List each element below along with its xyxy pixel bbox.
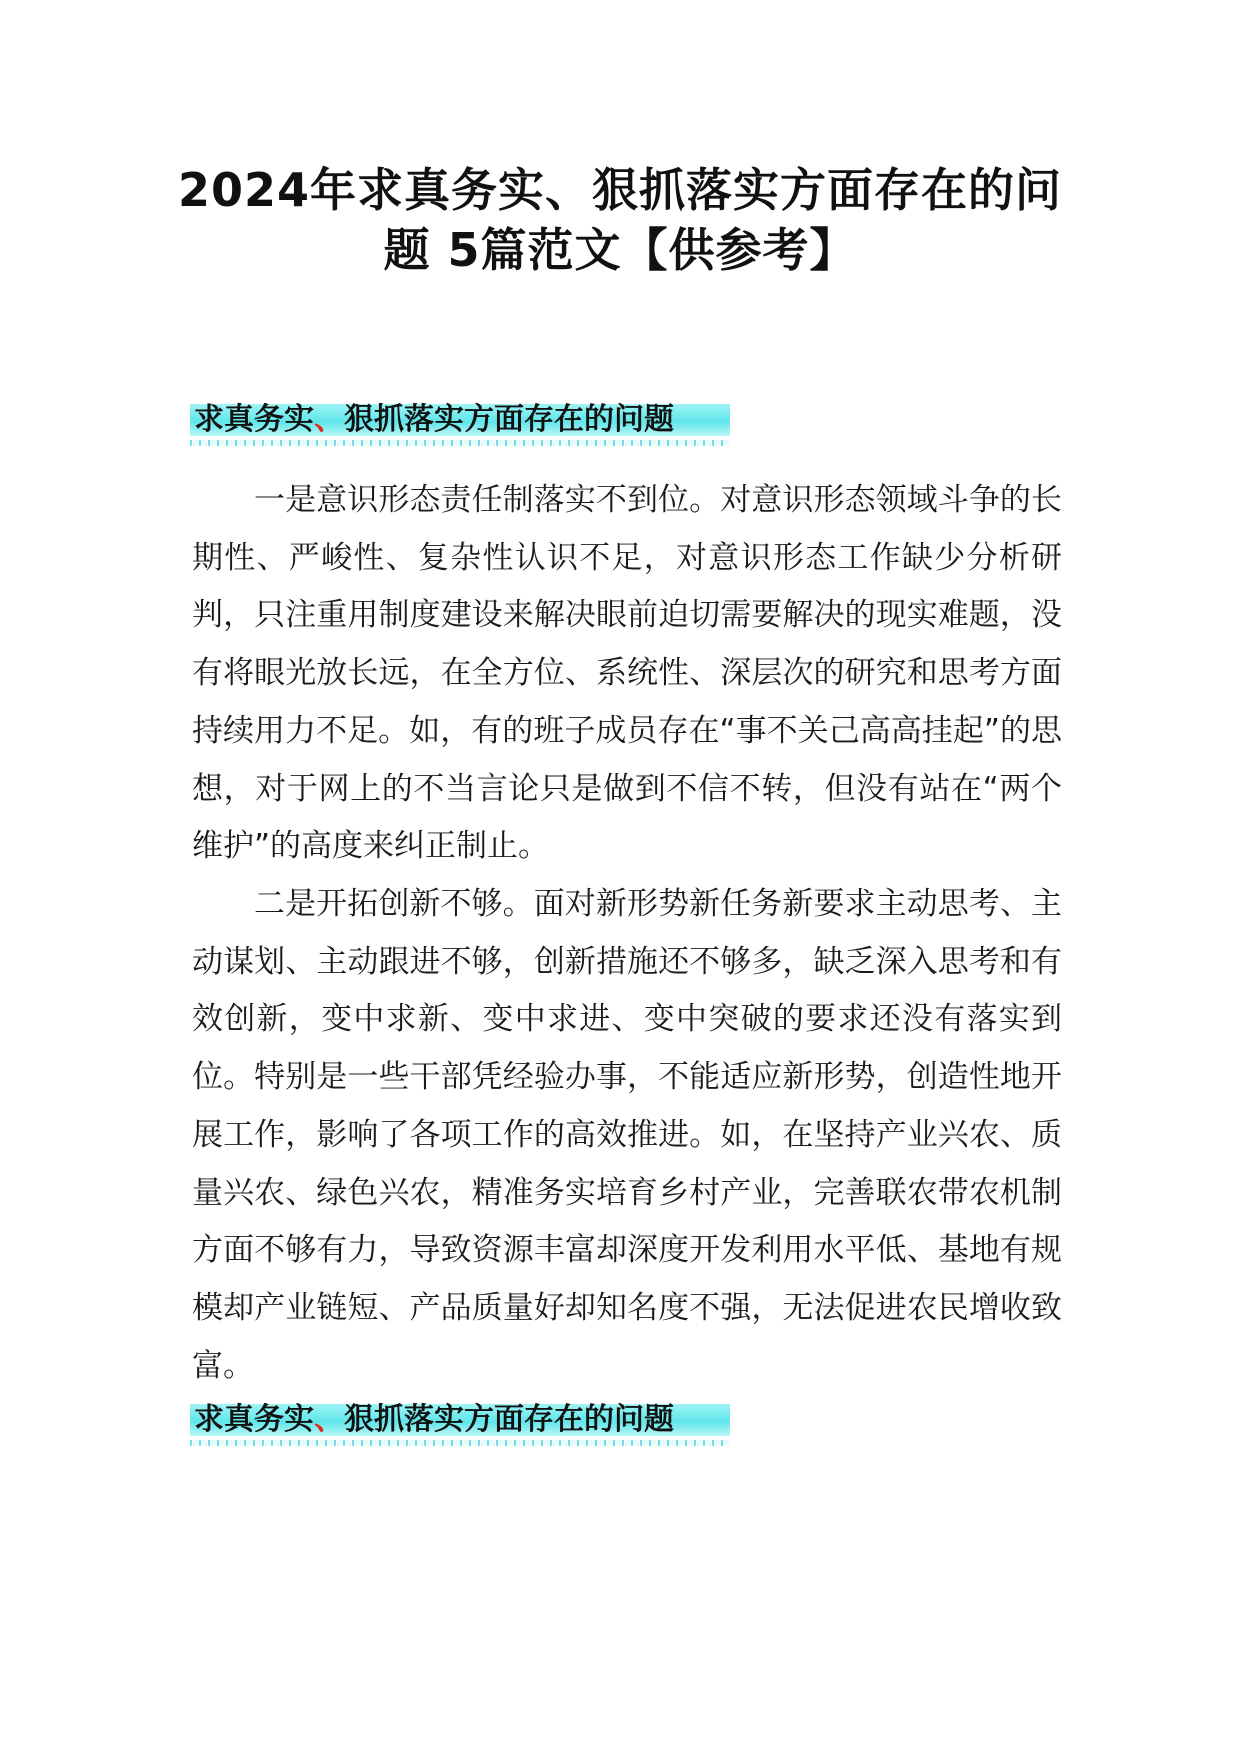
document-title: [160, 160, 1080, 280]
section-heading-1: [190, 398, 730, 448]
heading-part-1: 求真务实: [194, 402, 314, 437]
title-line-1: 2024年求真务实、狠抓落实方面存在的问: [177, 163, 1063, 217]
heading-separator: 、: [314, 1402, 344, 1437]
heading-part-1: 求真务实: [194, 1402, 314, 1437]
section-heading-text: [194, 398, 674, 442]
paragraph-1: 一是意识形态责任制落实不到位。对意识形态领域斗争的长期性、严峻性、复杂性认识不足，对意识形态工作缺少分析研判，只注重用制度建设来解决眼前迫切需要解决的现实难题，没有将眼光放长远，在全方位、系统性、深层次的研究和思考方面持续用力不足。如，有的班子成员存在“事不关己高高挂起”的思想，对于网上的不当言论只是做到不信不转，但没有站在“两个维护”的高度来纠正制止。: [192, 482, 1062, 865]
heading-part-2: 狠抓落实方面存在的问题: [344, 402, 674, 437]
title-line-2: 题 5篇范文【供参考】: [383, 223, 857, 277]
section-heading-2: [190, 1398, 730, 1448]
paragraph-2: 二是开拓创新不够。面对新形势新任务新要求主动思考、主动谋划、主动跟进不够，创新措施还不够多，缺乏深入思考和有效创新，变中求新、变中求进、变中突破的要求还没有落实到位。特别是一些干部凭经验办事，不能适应新形势，创造性地开展工作，影响了各项工作的高效推进。如，在坚持产业兴农、质量兴农、绿色兴农，精准务实培育乡村产业，完善联农带农机制方面不够有力，导致资源丰富却深度开发利用水平低、基地有规模却产业链短、产品质量好却知名度不强，无法促进农民增收致富。: [192, 886, 1062, 1384]
heading-part-2: 狠抓落实方面存在的问题: [344, 1402, 674, 1437]
section-heading-text: [194, 1398, 674, 1442]
heading-separator: 、: [314, 402, 344, 437]
